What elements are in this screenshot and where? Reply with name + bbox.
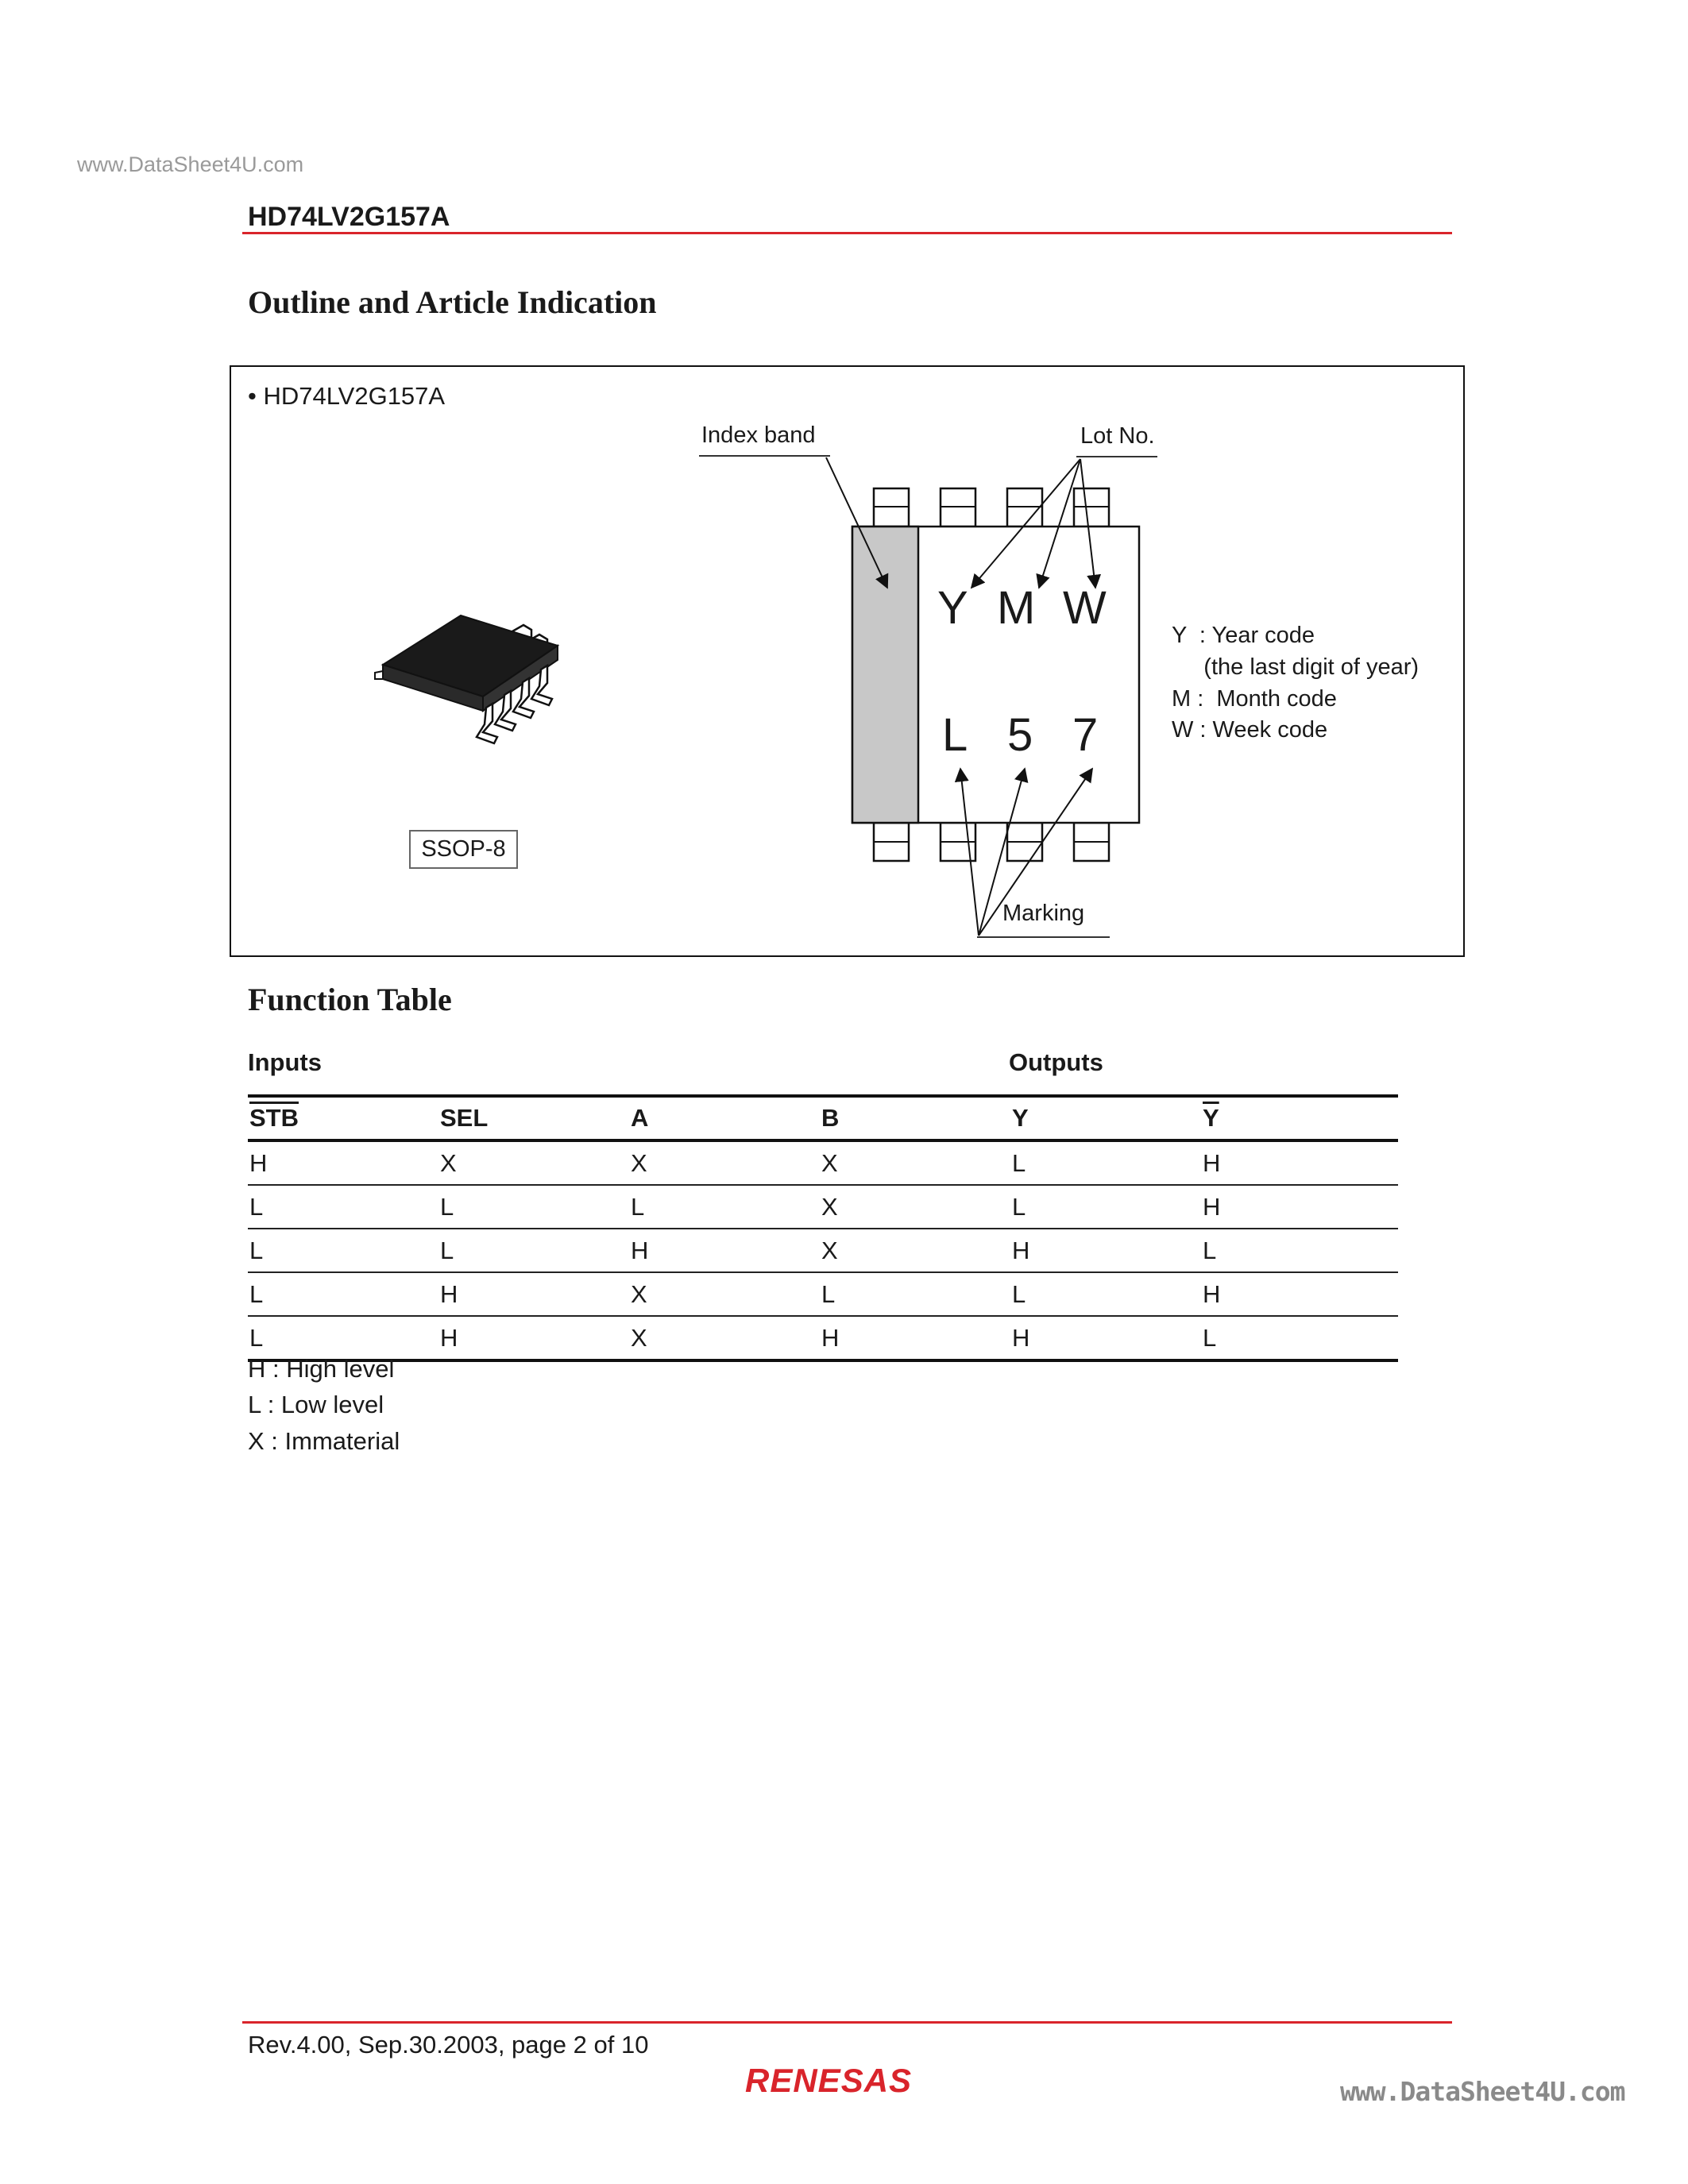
table-cell: X bbox=[629, 1272, 820, 1316]
table-cell: H bbox=[438, 1316, 629, 1360]
table-cell: X bbox=[820, 1229, 1010, 1272]
table-cell: H bbox=[1010, 1316, 1201, 1360]
table-row bbox=[248, 1185, 1398, 1229]
table-row bbox=[248, 1229, 1398, 1272]
legend-month: M : Month code bbox=[1172, 686, 1337, 712]
table-cell: H bbox=[1201, 1185, 1398, 1229]
function-table-header bbox=[248, 1096, 1398, 1140]
chip-marking-diagram bbox=[691, 421, 1215, 953]
table-cell: L bbox=[1201, 1316, 1398, 1360]
table-cell: H bbox=[629, 1229, 820, 1272]
table-cell: H bbox=[1201, 1140, 1398, 1185]
note-immaterial: X : Immaterial bbox=[248, 1427, 400, 1455]
table-row bbox=[248, 1140, 1398, 1185]
footer-rule bbox=[242, 2021, 1452, 2024]
table-cell: X bbox=[629, 1140, 820, 1185]
note-low-level: L : Low level bbox=[248, 1391, 384, 1418]
table-cell: L bbox=[248, 1316, 438, 1360]
table-cell: X bbox=[820, 1140, 1010, 1185]
table-cell: L bbox=[438, 1185, 629, 1229]
note-high-level: H : High level bbox=[248, 1355, 395, 1383]
table-cell: X bbox=[629, 1316, 820, 1360]
table-cell: L bbox=[629, 1185, 820, 1229]
table-cell: X bbox=[820, 1185, 1010, 1229]
watermark-top[interactable]: www.DataSheet4U.com bbox=[77, 152, 304, 176]
package-name-box: SSOP-8 bbox=[409, 830, 518, 869]
chip-char-month: M bbox=[997, 582, 1036, 634]
table-cell: L bbox=[1010, 1185, 1201, 1229]
header-b: B bbox=[820, 1096, 1010, 1140]
function-table-title: Function Table bbox=[248, 982, 452, 1017]
header-rule bbox=[242, 232, 1452, 234]
table-cell: H bbox=[820, 1316, 1010, 1360]
table-row bbox=[248, 1272, 1398, 1316]
table-cell: L bbox=[248, 1272, 438, 1316]
header-stb: $\overline{STB}$ bbox=[248, 1096, 438, 1140]
table-cell: L bbox=[248, 1229, 438, 1272]
index-band-label: Index band bbox=[701, 423, 816, 448]
chip-char-week: W bbox=[1063, 582, 1107, 634]
table-cell: L bbox=[1010, 1140, 1201, 1185]
table-cell: L bbox=[820, 1272, 1010, 1316]
chip-char-5: 5 bbox=[1007, 709, 1033, 761]
header-sel: SEL bbox=[438, 1096, 629, 1140]
table-row bbox=[248, 1316, 1398, 1360]
lot-no-label: Lot No. bbox=[1080, 423, 1155, 449]
ssop8-package-illustration bbox=[373, 600, 580, 747]
legend-year-detail: (the last digit of year) bbox=[1172, 654, 1420, 680]
table-cell: H bbox=[1010, 1229, 1201, 1272]
document-id: HD74LV2G157A bbox=[248, 202, 450, 232]
chip-char-year: Y bbox=[937, 582, 968, 634]
table-cell: H bbox=[248, 1140, 438, 1185]
legend-week: W : Week code bbox=[1172, 717, 1328, 743]
table-cell: H bbox=[438, 1272, 629, 1316]
watermark-bottom[interactable]: www.DataSheet4U.com bbox=[1340, 2076, 1625, 2107]
legend-year: Y : Year code bbox=[1172, 623, 1315, 648]
table-cell: L bbox=[438, 1229, 629, 1272]
renesas-logo: RENESAS bbox=[745, 2062, 913, 2099]
revision-info: Rev.4.00, Sep.30.2003, page 2 of 10 bbox=[248, 2031, 649, 2059]
table-cell: H bbox=[1201, 1272, 1398, 1316]
inputs-group-label: Inputs bbox=[248, 1048, 322, 1076]
header-y: Y bbox=[1010, 1096, 1201, 1140]
function-table bbox=[248, 1094, 1398, 1362]
header-a: A bbox=[629, 1096, 820, 1140]
chip-char-7: 7 bbox=[1072, 709, 1099, 761]
marking-label: Marking bbox=[1002, 901, 1085, 926]
outline-section-title: Outline and Article Indication bbox=[248, 284, 657, 320]
chip-char-l: L bbox=[942, 709, 968, 761]
header-y-bar: $\overline{Y}$ bbox=[1201, 1096, 1398, 1140]
table-cell: L bbox=[1010, 1272, 1201, 1316]
table-cell: X bbox=[438, 1140, 629, 1185]
part-label: • HD74LV2G157A bbox=[248, 382, 446, 410]
table-cell: L bbox=[248, 1185, 438, 1229]
table-cell: L bbox=[1201, 1229, 1398, 1272]
outputs-group-label: Outputs bbox=[1009, 1048, 1103, 1076]
